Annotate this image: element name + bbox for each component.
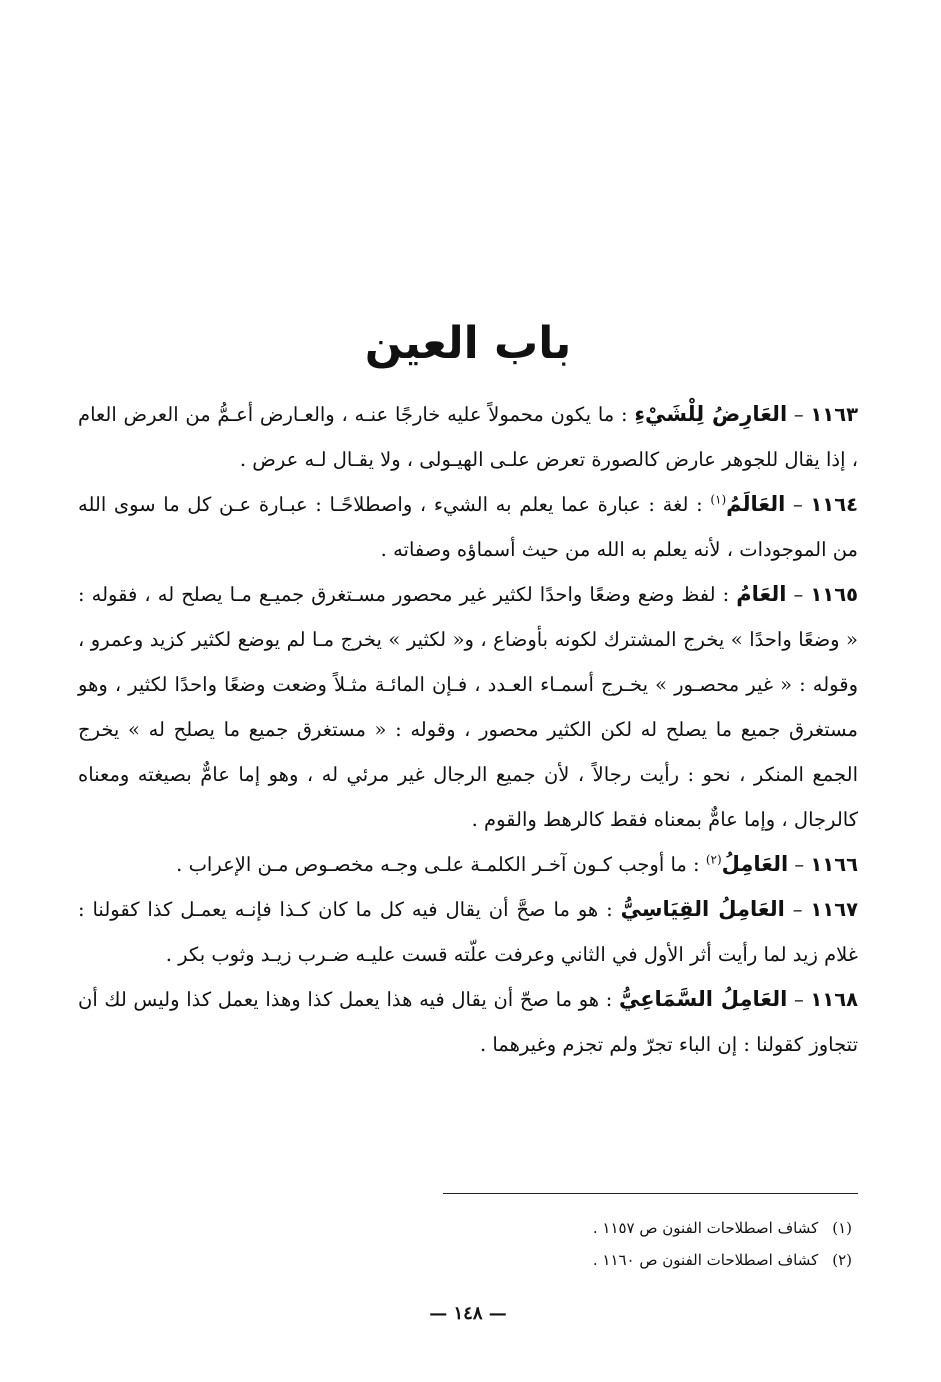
entry-text: : لفظ وضع وضعًا واحدًا لكثير غير محصور مسـتغرق جميـع مـا يصلح له ، فقوله : « وضعًا واحدًا » يخرج المشترك لكونه بأوضاع ، و« لكثير » يخرج مـا لم يوضع لكثير كزيد وعمرو ، وقوله : « غير محصـور » يخـرج أسمـاء العـدد ، فـإن المائـة مثـلاً وضعت وضعًا واحدًا لكثير ، وهو مستغرق جميع ما يصلح له لكن الكثير محصور ، وقوله : « مستغرق جميع ما يصلح له » يخرج الجمع المنكر ، نحو : رأيت رجالاً ، لأن جميع الرجال غير مرئي له ، وهو إما عامٌّ بصيغته ومعناه كالرجال ، وإما عامٌّ بمعناه فقط كالرهط والقوم . xyxy=(78,583,858,831)
footnote-divider xyxy=(443,1193,858,1194)
entry-1163 xyxy=(78,392,858,482)
entry-number: ١١٦٤ xyxy=(810,493,858,516)
entry-number: ١١٦٦ xyxy=(810,853,858,876)
entry-1164 xyxy=(78,482,858,572)
entry-dash: – xyxy=(787,403,811,426)
footnotes xyxy=(78,1212,858,1276)
entry-number: ١١٦٨ xyxy=(810,988,858,1011)
entry-text: : هو ما صحَّ أن يقال فيه كل ما كان كـذا فإنـه يعمـل كذا كقولنا : غلام زيد لما رأيت أثر الأول في الثاني وعرفت علّته قست عليـه ضـرب زيـد وثوب بكر . xyxy=(78,898,858,966)
entry-term: العَارِضُ لِلْشَيْءِ xyxy=(634,402,788,426)
entry-text: : هو ما صحّ أن يقال فيه هذا يعمل كذا وهذا يعمل كذا وليس لك أن تتجاوز كقولنا : إن الباء تجرّ ولم تجزم وغيرهما . xyxy=(78,988,858,1056)
footnote-text: كشاف اصطلاحات الفنون ص ١١٥٧ . xyxy=(592,1219,819,1237)
footnote-1 xyxy=(78,1212,858,1244)
entry-term: العَامِلُ السَّمَاعِيُّ xyxy=(618,987,788,1011)
entry-1167 xyxy=(78,887,858,977)
entry-number: ١١٦٥ xyxy=(810,583,858,606)
entry-dash: – xyxy=(784,898,811,921)
footnote-ref: (٢) xyxy=(705,852,722,867)
entry-term: العَامِلُ القِيَاسِيُّ xyxy=(620,897,785,921)
page-number: — ١٤٨ — xyxy=(429,1303,507,1324)
entry-term: العَامِلُ xyxy=(721,852,789,876)
footnote-2 xyxy=(78,1244,858,1276)
entry-text: : ما أوجب كـون آخـر الكلمـة علـى وجـه مخصـوص مـن الإعراب . xyxy=(176,853,706,876)
entry-number: ١١٦٣ xyxy=(810,403,858,426)
footnote-text: كشاف اصطلاحات الفنون ص ١١٦٠ . xyxy=(592,1251,819,1269)
entry-1165 xyxy=(78,572,858,842)
entry-term: العَالَمُ xyxy=(726,492,786,516)
entry-text: : ما يكون محمولاً عليه خارجًا عنـه ، والعـارض أعـمُّ من العرض العام ، إذا يقال للجوهر عارض كالصورة تعرض علـى الهيـولى ، ولا يقـال لـه عرض . xyxy=(78,403,858,471)
entry-term: العَامُ xyxy=(736,582,787,606)
entry-text: : لغة : عبارة عما يعلم به الشيء ، واصطلاحًـا : عبـارة عـن كل ما سوى الله من الموجودات ، لأنه يعلم به الله من حيث أسماؤه وصفاته . xyxy=(78,493,858,561)
footnote-ref: (١) xyxy=(710,492,727,507)
entry-dash: – xyxy=(786,583,811,606)
chapter-title: باب العين xyxy=(364,318,572,369)
entry-1168 xyxy=(78,977,858,1067)
footnote-number: (١) xyxy=(832,1219,852,1237)
footnote-number: (٢) xyxy=(832,1251,852,1269)
entries-list xyxy=(78,392,858,1067)
entry-number: ١١٦٧ xyxy=(810,898,859,921)
entry-dash: – xyxy=(787,988,811,1011)
entry-dash: – xyxy=(788,853,811,876)
book-page xyxy=(78,0,858,1382)
entry-1166 xyxy=(78,842,858,887)
entry-dash: – xyxy=(785,493,811,516)
